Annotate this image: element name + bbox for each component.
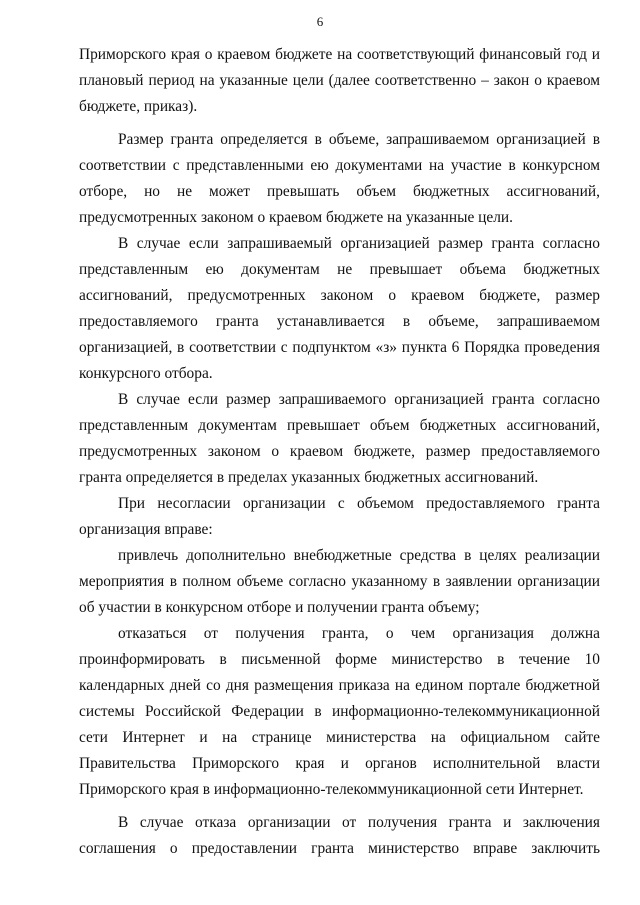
paragraph-first-line: привлечь дополнительно внебюджетные средства в целях реализации (118, 547, 600, 564)
text-line: календарных дней со дня размещения приказа на едином портале бюджетной (79, 677, 600, 694)
text-line: сети Интернет и на странице министерства на официальном сайте (79, 729, 600, 746)
text-line: представленным ею документам не превышает объема бюджетных (79, 261, 600, 278)
paragraph-first-line: При несогласии организации с объемом предоставляемого гранта (118, 495, 600, 512)
text-line: Приморского края в информационно-телекоммуникационной сети Интернет. (79, 781, 584, 798)
page-number: 6 (316, 14, 324, 29)
text-line: ассигнований, предусмотренных законом о краевом бюджете, размер (79, 287, 600, 304)
text-line: проинформировать в письменной форме министерство в течение 10 (79, 651, 600, 668)
paragraph-first-line: В случае отказа организации от получения гранта и заключения (118, 814, 600, 831)
text-line: мероприятия в полном объеме согласно указанному в заявлении организации (79, 573, 600, 590)
text-line: плановый период на указанные цели (далее соответственно – закон о краевом (79, 72, 600, 89)
paragraph-first-line: Размер гранта определяется в объеме, запрашиваемом организацией в (118, 131, 600, 148)
text-line: предоставляемого гранта устанавливается в объеме, запрашиваемом (79, 313, 600, 330)
text-line: организация вправе: (79, 521, 213, 538)
text-line: об участии в конкурсном отборе и получении гранта объему; (79, 599, 480, 616)
text-line: соответствии с представленными ею документами на участие в конкурсном (79, 157, 600, 174)
text-line: бюджете, приказ). (79, 98, 198, 115)
paragraph-first-line: В случае если запрашиваемый организацией размер гранта согласно (118, 235, 600, 252)
text-line: Приморского края о краевом бюджете на соответствующий финансовый год и (79, 46, 600, 63)
paragraph-first-line: В случае если размер запрашиваемого организацией гранта согласно (118, 391, 600, 408)
text-line: предусмотренных законом о краевом бюджете на указанные цели. (79, 209, 513, 226)
text-line: соглашения о предоставлении гранта министерство вправе заключить (79, 840, 600, 857)
text-line: гранта определяется в пределах указанных бюджетных ассигнований. (79, 469, 539, 486)
text-line: отборе, но не может превышать объем бюджетных ассигнований, (79, 183, 600, 200)
paragraph-first-line: отказаться от получения гранта, о чем организация должна (118, 625, 600, 642)
text-line: конкурсного отбора. (79, 365, 213, 382)
text-line: представленным документам превышает объем бюджетных ассигнований, (79, 417, 600, 434)
text-line: Правительства Приморского края и органов исполнительной власти (79, 755, 600, 772)
text-line: предусмотренных законом о краевом бюджете, размер предоставляемого (79, 443, 600, 460)
text-line: системы Российской Федерации в информационно-телекоммуникационной (79, 703, 600, 720)
text-line: организацией, в соответствии с подпунктом «з» пункта 6 Порядка проведения (79, 339, 600, 356)
